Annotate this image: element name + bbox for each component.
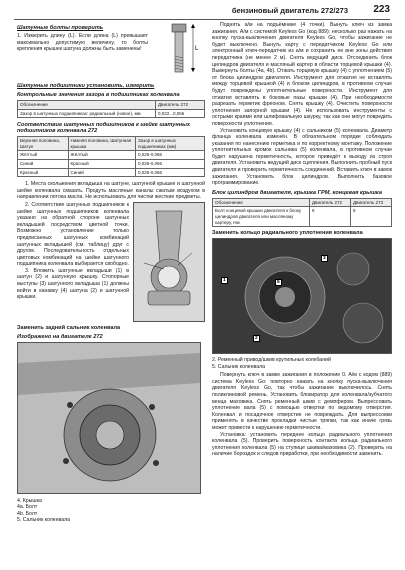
- match-col-2: Нижняя половина, Шатунная крышка: [68, 137, 135, 151]
- removal-paragraph: Поднять а/м на подъёмнике (4 точки). Вынуть ключ из замка зажигания. А/м с системой Keyless Go (код 889): несколько раз нажать на кнопку пуска-выключения двигателя Keyless Go, чтобы зажигание не будет выключено. Вынуть карту с передатчиком Keyless Go или электронный ключ-передатчик из а/м и сохранить ее вне зоны действия передатчика (не менее 2 м). Снять ведущий диск. Отсоединить блок цилиндров двигателя и масляный картер в области торцевой крышки (4). Вывернуть болты (4а, 4b). Отжать торцевую крышку (4) с уплотнением (5) от блока цилиндров двигателя. Инструмент для отжатия не вставлять между торцевой крышкой (4) и блоком цилиндров, в противном случае будут повреждены уплотнительные поверхности. Инструмент для отжатия вставлять в боковые пазы крышки (4). При необходимости разрезать герметик фреоном. Снять крышку (4). Очистить поверхности уплотнения запорной крышки (4). Не использовать инструменты с острыми краями или шлифовальную шкурку, так как они могут повредить поверхности уплотнения.: [212, 22, 392, 127]
- table-cell: Жёлтый: [68, 151, 135, 160]
- page-header: [14, 5, 390, 20]
- header-title: бензиновый двигатель 272/273: [231, 6, 348, 15]
- right-column: [212, 22, 392, 458]
- bolts-table: [212, 198, 392, 227]
- seal2-heading: Заменить кольцо радиального уплотнения коленвала: [212, 230, 363, 237]
- table-cell: 8: [310, 207, 351, 227]
- bolts-heading: Блок цилиндров двигателя, крышка ГРМ, концевая крышка: [212, 189, 382, 196]
- table-cell: Болт концевой крышки двигателя к блоку цилиндров двигателя или масляному картеру, Нм: [213, 207, 310, 227]
- clearance-table: [17, 100, 205, 118]
- bolts-col-3: Двигатель 273: [351, 198, 392, 207]
- clearance-col-1: Обозначение: [18, 101, 156, 110]
- clearance-col-2: Двигатель 272: [156, 101, 205, 110]
- figure-label-3: 3: [323, 256, 326, 262]
- table-cell: Красный: [68, 159, 135, 168]
- bolt-check-text: 1. Измерить длину (L). Если длина (L) превышает максимально допустимую величину, то болты крепления крышек шатуна должны быть заменены!: [17, 33, 148, 53]
- table-cell: Синий: [18, 159, 69, 168]
- legend-item: 2. Ременный привод/шкив крутильных колебаний: [212, 357, 331, 364]
- match-col-3: Зазор в шатунных подшипниках (мм): [135, 137, 204, 151]
- bolts-col-2: Двигатель 272: [310, 198, 351, 207]
- paragraph-3: 3. Вложить шатунные вкладыши (1) в шатун (2) и шатунную крышку. Стопорные выступы (3) шатунного вкладыша (1) должны войти в канавку (4) шатуна (2) и шатунной крышки.: [17, 267, 129, 301]
- bearings-heading: Шатунные подшипники установить, измерить: [17, 83, 155, 89]
- figure-label-5: 5: [277, 280, 280, 286]
- paragraph-1: 1. Места скольжения вкладыша на шатуне, шатунной крышке и шатунной шейке коленвала смазать. Продуть масляные каналы сжатым воздухом в направлении потока масла. Не использовать для чистки жесткие предметы.: [17, 181, 205, 201]
- seal2-install-paragraph: Установка: установить переднее кольцо радиального уплотнения коленвала (5). Проверить поверхность контакта кольца радиального уплотнения коленвала (5) на ступице шкива/маховика (2). Проверить на наличие бороздок и следов приработки, при необходимости заменить.: [212, 431, 392, 458]
- legend-item: 4а. Болт: [17, 504, 38, 511]
- table-cell: Красный: [18, 168, 69, 177]
- table-row: [18, 168, 205, 177]
- left-column: [17, 22, 205, 524]
- match-table: [17, 136, 205, 177]
- match-heading: Соответствие шатунных подшипников к шейке шатунных подшипников коленвала 272: [17, 122, 191, 135]
- connecting-rod-illustration: [133, 202, 205, 322]
- rear-seal-photo: [17, 342, 201, 494]
- seal-heading: Заменить задний сальник коленвала: [17, 324, 121, 331]
- table-cell: Зазор в шатунных подшипниках: радиальный (новое), мм: [18, 109, 156, 118]
- legend-item: 4b. Болт: [17, 510, 38, 517]
- table-cell: 0,026-0,066: [135, 168, 204, 177]
- figure-label-1: 1: [223, 278, 226, 284]
- table-cell: 8: [351, 207, 392, 227]
- table-cell: Синий: [68, 168, 135, 177]
- table-cell: 0,022...0,066: [156, 109, 205, 118]
- match-col-1: Верхняя половина, Шатун: [18, 137, 69, 151]
- seal-subheading: Изображено на двигателе 272: [17, 333, 103, 340]
- table-row: [18, 151, 205, 160]
- table-cell: 0,026-0,066: [135, 159, 204, 168]
- left-legend: [17, 498, 205, 524]
- radial-seal-photo: [212, 238, 392, 354]
- page-number: 223: [373, 4, 390, 15]
- figure-label-2: 2: [255, 336, 258, 342]
- legend-item: 5. Сальник коленвала: [17, 517, 71, 524]
- legend-item: 4. Крышка: [17, 497, 42, 504]
- install-paragraph: Установить концевую крышку (4) с сальником (5) коленвала. Диаметр фланца коленвала изменён. В обязательном порядке соблюдать указания по нанесению герметика и по корректному монтажу. Положение уплотнительных кромок сальника (5) коленвала, в противном случае будет нарушена герметичность, которое приведёт к выходу из строя двигателя. Установить ведущий диск сцепления. Выполнить пробный пуск двигателя и проверить герметичность соединений. Вставить ключ в замок зажигания. Установить блок цилиндров. Выполнить базовое программирование.: [212, 127, 392, 187]
- bolts-col-1: Обозначение: [213, 198, 310, 207]
- table-cell: 0,026-0,066: [135, 151, 204, 160]
- table-row: [18, 159, 205, 168]
- right-legend: [212, 357, 392, 370]
- bolt-illustration: [153, 22, 205, 80]
- table-row: [213, 207, 392, 227]
- svg-text:L: L: [195, 46, 199, 52]
- seal2-removal-paragraph: Повернуть ключ в замке зажигания в положение 0. А/м с кодом (889) система Keyless Go: повторно нажать на кнопку пуска-выключения двигателя Keyless Go, так чтобы зажигание выключилось. Снять поликлиновой ремень. Установить блокиратор для коленвала/зубчатого венца маховика. Снять ременный шкив с демпфером. Выпрессовать уплотнение вала (5) с помощью отвертки по ведомому отверстия. Коленвал и посадочное отверстие не повреждать. Для выпрессовки применять в качестве прокладки чистые тряпки, так как иначе грязь может привести к нарушению герметичности.: [212, 372, 392, 431]
- table-cell: Жёлтый: [18, 151, 69, 160]
- bolt-check-heading: Шатунные болты проверить: [17, 25, 104, 31]
- clearance-heading: Контрольные значения зазора в подшипниках коленвала: [17, 92, 180, 98]
- table-row: [18, 109, 205, 118]
- legend-item: 5. Сальник коленвала: [212, 363, 266, 370]
- paragraph-2: 2. Соответствие шатунных подшипников к шейке шатунных подшипников коленвала указано на обратной стороне шатунных вкладышей посредством цветной точки. Возможно установление только предписанных шатунных комбинаций шатунных вкладышей (см. таблицу) друг с другом. Последовательность отдельных цветовых комбинаций на шейке шатунного подшипника коленвала выбирается свободно.: [17, 201, 129, 268]
